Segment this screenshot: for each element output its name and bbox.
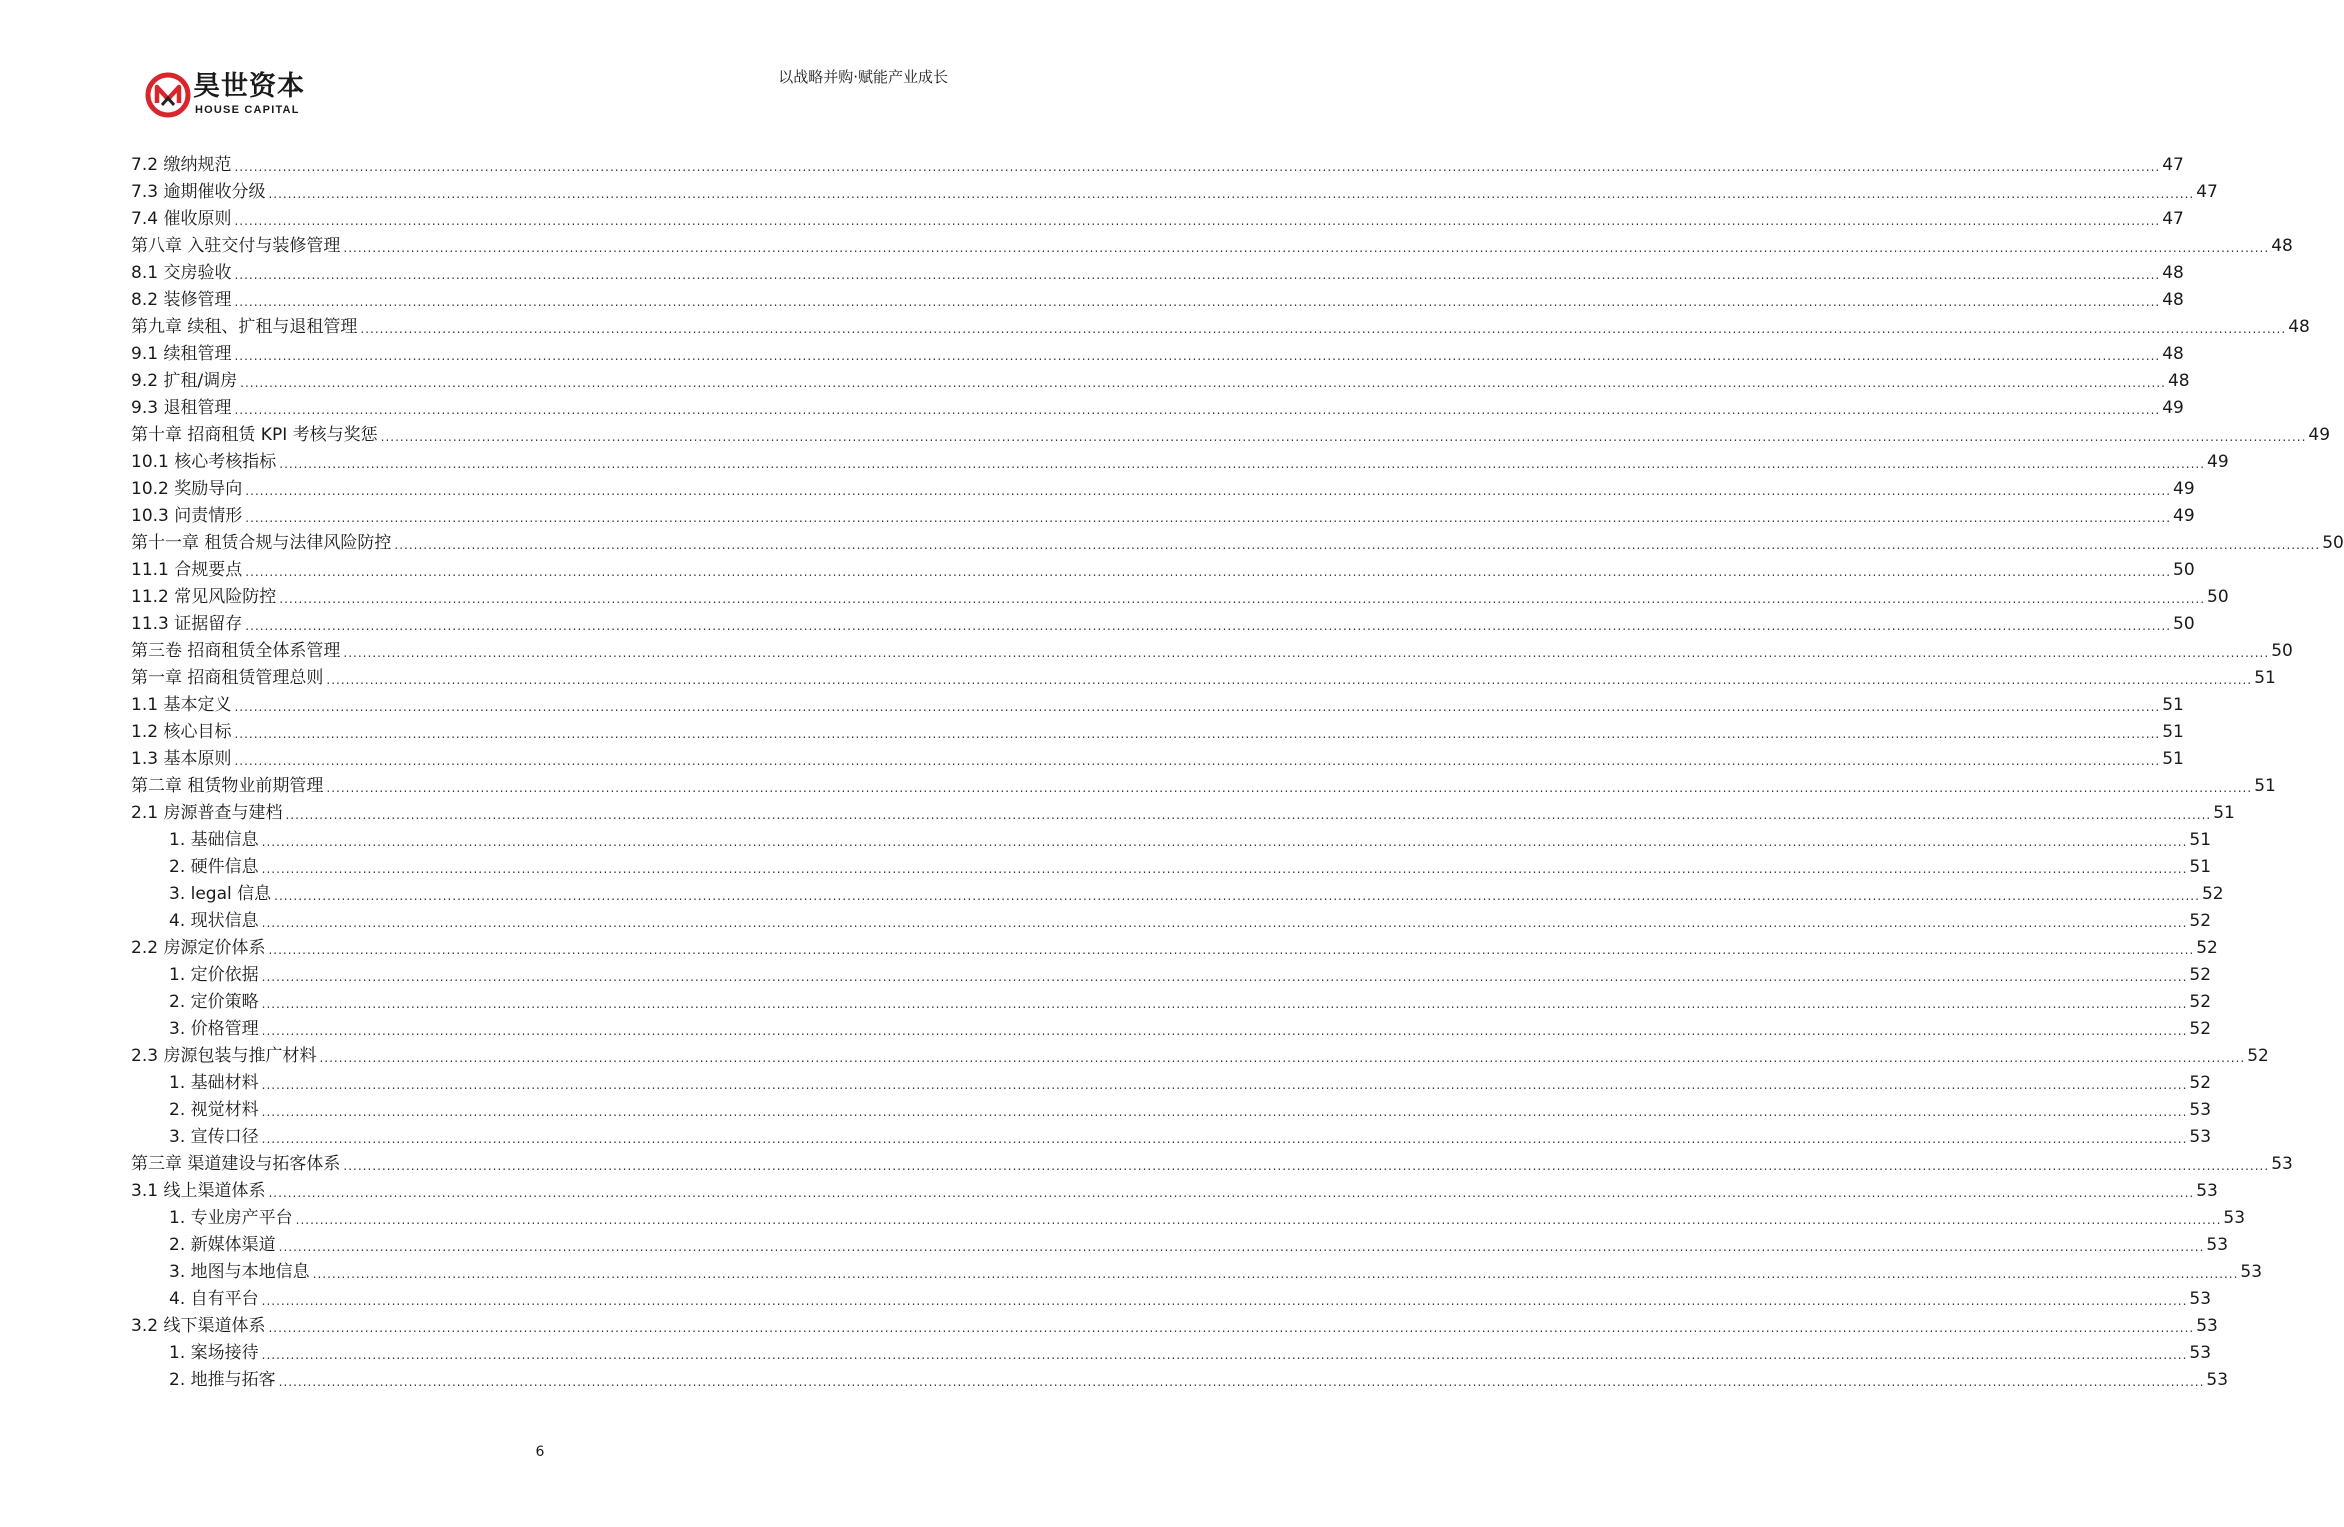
toc-dot-leader: ................................................................................................................................................................................................................................................................................................................................................................................................................ [261,997,2188,1011]
toc-dot-leader: ................................................................................................................................................................................................................................................................................................................................................................................................................ [261,1105,2188,1119]
toc-dot-leader: ................................................................................................................................................................................................................................................................................................................................................................................................................ [261,835,2188,849]
toc-entry-page: 53 [2196,1181,2218,1201]
toc-entry[interactable] [131,149,2184,176]
toc-entry[interactable] [131,689,2184,716]
toc-entry-page: 53 [2206,1235,2229,1255]
toc-entry-page: 50 [2173,614,2195,634]
toc-entry[interactable] [131,1094,2212,1121]
toc-entry-page: 49 [2207,452,2229,472]
toc-entry[interactable] [131,1364,2229,1391]
toc-dot-leader: ................................................................................................................................................................................................................................................................................................................................................................................................................ [380,430,2307,444]
toc-dot-leader: ................................................................................................................................................................................................................................................................................................................................................................................................................ [343,1159,2270,1173]
toc-entry-title: 8.2 装修管理 [131,290,232,310]
toc-entry-page: 51 [2162,695,2184,715]
toc-entry-page: 51 [2189,857,2212,877]
toc-dot-leader: ................................................................................................................................................................................................................................................................................................................................................................................................................ [285,808,2212,822]
toc-dot-leader: ................................................................................................................................................................................................................................................................................................................................................................................................................ [245,484,2172,498]
toc-entry-page: 48 [2167,371,2190,391]
toc-entry-page: 53 [2189,1343,2212,1363]
toc-entry[interactable] [131,797,2235,824]
toc-dot-leader: ................................................................................................................................................................................................................................................................................................................................................................................................................ [245,619,2172,633]
toc-entry[interactable] [131,284,2184,311]
toc-entry-title: 11.3 证据留存 [131,614,243,634]
toc-entry-page: 52 [2247,1046,2269,1066]
toc-entry-title: 2.3 房源包装与推广材料 [131,1046,317,1066]
toc-entry-title: 2.2 房源定价体系 [131,938,266,958]
toc-entry-page: 52 [2189,992,2212,1012]
toc-entry[interactable] [131,446,2229,473]
toc-dot-leader: ................................................................................................................................................................................................................................................................................................................................................................................................................ [343,646,2270,660]
page-number: 6 [535,1444,545,1460]
toc-entry-page: 52 [2189,1073,2212,1093]
toc-entry-title: 1. 基础材料 [169,1073,259,1093]
toc-entry[interactable] [131,257,2184,284]
toc-entry-page: 50 [2173,560,2195,580]
header-slogan: 以战略并购·赋能产业成长 [778,68,948,86]
toc-entry-page: 52 [2189,1019,2212,1039]
toc-entry-page: 52 [2189,965,2212,985]
toc-entry-title: 3.1 线上渠道体系 [131,1181,266,1201]
toc-entry-page: 53 [2189,1289,2212,1309]
toc-dot-leader: ................................................................................................................................................................................................................................................................................................................................................................................................................ [234,349,2161,363]
toc-dot-leader: ................................................................................................................................................................................................................................................................................................................................................................................................................ [234,295,2161,309]
toc-entry[interactable] [131,1040,2269,1067]
toc-entry-page: 48 [2162,290,2184,310]
toc-entry-title: 3. 宣传口径 [169,1127,259,1147]
table-of-contents [131,149,2344,1391]
toc-entry-title: 3. 价格管理 [169,1019,259,1039]
toc-entry-title: 1. 定价依据 [169,965,259,985]
toc-entry-title: 1.2 核心目标 [131,722,232,742]
toc-entry-page: 48 [2162,263,2184,283]
toc-dot-leader: ................................................................................................................................................................................................................................................................................................................................................................................................................ [234,160,2161,174]
toc-dot-leader: ................................................................................................................................................................................................................................................................................................................................................................................................................ [240,376,2166,390]
toc-entry-page: 50 [2207,587,2229,607]
toc-entry[interactable] [131,959,2212,986]
toc-entry-title: 3. 地图与本地信息 [169,1262,310,1282]
toc-entry[interactable] [131,878,2224,905]
toc-entry[interactable] [131,419,2331,446]
company-logo [145,70,320,120]
toc-dot-leader: ................................................................................................................................................................................................................................................................................................................................................................................................................ [326,673,2253,687]
toc-entry-title: 10.2 奖励导向 [131,479,243,499]
toc-entry-title: 2.1 房源普查与建档 [131,803,283,823]
toc-entry[interactable] [131,635,2293,662]
toc-entry-page: 52 [2189,911,2212,931]
toc-dot-leader: ................................................................................................................................................................................................................................................................................................................................................................................................................ [234,214,2161,228]
toc-entry-page: 53 [2240,1262,2263,1282]
toc-entry-title: 8.1 交房验收 [131,263,232,283]
toc-entry[interactable] [131,851,2212,878]
toc-entry-page: 48 [2162,344,2184,364]
toc-dot-leader: ................................................................................................................................................................................................................................................................................................................................................................................................................ [261,862,2188,876]
toc-entry[interactable] [131,1310,2218,1337]
toc-entry-page: 49 [2308,425,2331,445]
toc-entry-title: 3.2 线下渠道体系 [131,1316,266,1336]
toc-entry[interactable] [131,905,2212,932]
toc-entry-title: 第十一章 租赁合规与法律风险防控 [131,533,392,553]
logo-english-name: HOUSE CAPITAL [195,104,300,116]
toc-entry[interactable] [131,986,2212,1013]
toc-entry[interactable] [131,554,2195,581]
toc-entry-page: 50 [2322,533,2344,553]
toc-entry[interactable] [131,500,2195,527]
toc-entry-title: 1. 专业房产平台 [169,1208,293,1228]
toc-dot-leader: ................................................................................................................................................................................................................................................................................................................................................................................................................ [278,1375,2205,1389]
toc-entry-page: 51 [2162,722,2184,742]
toc-entry-page: 51 [2162,749,2184,769]
toc-dot-leader: ................................................................................................................................................................................................................................................................................................................................................................................................................ [261,1078,2188,1092]
toc-dot-leader: ................................................................................................................................................................................................................................................................................................................................................................................................................ [268,943,2195,957]
toc-entry[interactable] [131,392,2184,419]
toc-entry-page: 53 [2189,1100,2212,1120]
toc-dot-leader: ................................................................................................................................................................................................................................................................................................................................................................................................................ [312,1267,2239,1281]
toc-entry-title: 7.4 催收原则 [131,209,232,229]
toc-entry[interactable] [131,1148,2293,1175]
page-header [0,0,1080,130]
toc-entry-page: 47 [2162,155,2184,175]
toc-entry-title: 第八章 入驻交付与装修管理 [131,236,341,256]
toc-dot-leader: ................................................................................................................................................................................................................................................................................................................................................................................................................ [279,457,2206,471]
toc-entry-title: 1. 基础信息 [169,830,259,850]
toc-entry[interactable] [131,1202,2246,1229]
toc-entry[interactable] [131,743,2184,770]
toc-entry-title: 9.1 续租管理 [131,344,232,364]
toc-entry-page: 51 [2189,830,2212,850]
toc-entry[interactable] [131,1229,2229,1256]
toc-entry-page: 53 [2196,1316,2218,1336]
toc-dot-leader: ................................................................................................................................................................................................................................................................................................................................................................................................................ [268,187,2195,201]
toc-entry-title: 3. legal 信息 [169,884,272,904]
toc-dot-leader: ................................................................................................................................................................................................................................................................................................................................................................................................................ [234,700,2161,714]
toc-entry[interactable] [131,1067,2212,1094]
toc-entry-title: 第一章 招商租赁管理总则 [131,668,324,688]
toc-entry[interactable] [131,203,2184,230]
toc-entry-page: 53 [2206,1370,2229,1390]
toc-entry[interactable] [131,1013,2212,1040]
toc-entry-page: 53 [2271,1154,2293,1174]
toc-dot-leader: ................................................................................................................................................................................................................................................................................................................................................................................................................ [394,538,2321,552]
toc-entry-page: 52 [2196,938,2218,958]
toc-entry-page: 53 [2223,1208,2246,1228]
toc-dot-leader: ................................................................................................................................................................................................................................................................................................................................................................................................................ [234,403,2161,417]
toc-entry-page: 51 [2254,776,2276,796]
toc-entry-page: 50 [2271,641,2293,661]
toc-entry-title: 10.3 问责情形 [131,506,243,526]
toc-entry[interactable] [131,365,2190,392]
logo-chinese-name: 昊世资本 [193,71,305,102]
toc-entry[interactable] [131,1175,2218,1202]
toc-entry[interactable] [131,608,2195,635]
toc-entry-page: 51 [2254,668,2276,688]
toc-entry[interactable] [131,1256,2263,1283]
toc-entry-page: 53 [2189,1127,2212,1147]
toc-dot-leader: ................................................................................................................................................................................................................................................................................................................................................................................................................ [261,1132,2188,1146]
toc-entry-page: 47 [2196,182,2218,202]
toc-dot-leader: ................................................................................................................................................................................................................................................................................................................................................................................................................ [261,1294,2188,1308]
toc-entry-title: 10.1 核心考核指标 [131,452,277,472]
toc-dot-leader: ................................................................................................................................................................................................................................................................................................................................................................................................................ [261,916,2188,930]
toc-dot-leader: ................................................................................................................................................................................................................................................................................................................................................................................................................ [261,1348,2188,1362]
toc-entry[interactable] [131,1283,2212,1310]
toc-entry-page: 48 [2288,317,2310,337]
toc-entry-page: 52 [2201,884,2224,904]
toc-entry[interactable] [131,311,2310,338]
toc-entry[interactable] [131,1121,2212,1148]
toc-entry-title: 7.2 缴纳规范 [131,155,232,175]
toc-entry-title: 第九章 续租、扩租与退租管理 [131,317,358,337]
toc-entry[interactable] [131,824,2212,851]
toc-entry-page: 49 [2173,506,2195,526]
toc-entry-title: 1. 案场接待 [169,1343,259,1363]
toc-entry-title: 4. 自有平台 [169,1289,259,1309]
toc-entry[interactable] [131,176,2218,203]
toc-dot-leader: ................................................................................................................................................................................................................................................................................................................................................................................................................ [234,754,2161,768]
toc-dot-leader: ................................................................................................................................................................................................................................................................................................................................................................................................................ [279,592,2206,606]
toc-entry[interactable] [131,1337,2212,1364]
toc-entry[interactable] [131,662,2276,689]
toc-entry[interactable] [131,338,2184,365]
toc-entry-title: 第二章 租赁物业前期管理 [131,776,324,796]
toc-entry-title: 4. 现状信息 [169,911,259,931]
toc-entry[interactable] [131,230,2293,257]
toc-dot-leader: ................................................................................................................................................................................................................................................................................................................................................................................................................ [245,511,2172,525]
toc-entry-page: 51 [2213,803,2235,823]
toc-dot-leader: ................................................................................................................................................................................................................................................................................................................................................................................................................ [326,781,2253,795]
toc-entry[interactable] [131,770,2276,797]
toc-entry-page: 48 [2271,236,2293,256]
toc-entry[interactable] [131,473,2195,500]
toc-entry-title: 7.3 逾期催收分级 [131,182,266,202]
toc-dot-leader: ................................................................................................................................................................................................................................................................................................................................................................................................................ [261,970,2188,984]
toc-entry-page: 47 [2162,209,2184,229]
toc-dot-leader: ................................................................................................................................................................................................................................................................................................................................................................................................................ [268,1186,2195,1200]
toc-entry-title: 9.3 退租管理 [131,398,232,418]
toc-dot-leader: ................................................................................................................................................................................................................................................................................................................................................................................................................ [234,268,2161,282]
toc-entry[interactable] [131,527,2344,554]
toc-entry[interactable] [131,932,2218,959]
toc-dot-leader: ................................................................................................................................................................................................................................................................................................................................................................................................................ [274,889,2200,903]
toc-dot-leader: ................................................................................................................................................................................................................................................................................................................................................................................................................ [295,1213,2222,1227]
toc-entry-page: 49 [2162,398,2184,418]
toc-entry-title: 1.1 基本定义 [131,695,232,715]
toc-dot-leader: ................................................................................................................................................................................................................................................................................................................................................................................................................ [278,1240,2205,1254]
toc-entry[interactable] [131,716,2184,743]
toc-dot-leader: ................................................................................................................................................................................................................................................................................................................................................................................................................ [343,241,2270,255]
house-capital-logo-icon [145,72,191,118]
toc-dot-leader: ................................................................................................................................................................................................................................................................................................................................................................................................................ [319,1051,2246,1065]
toc-entry-title: 第三章 渠道建设与拓客体系 [131,1154,341,1174]
toc-entry-title: 1.3 基本原则 [131,749,232,769]
toc-entry-title: 2. 地推与拓客 [169,1370,276,1390]
toc-entry-title: 第三卷 招商租赁全体系管理 [131,641,341,661]
toc-entry-title: 2. 视觉材料 [169,1100,259,1120]
toc-entry[interactable] [131,581,2229,608]
toc-dot-leader: ................................................................................................................................................................................................................................................................................................................................................................................................................ [261,1024,2188,1038]
toc-dot-leader: ................................................................................................................................................................................................................................................................................................................................................................................................................ [360,322,2287,336]
toc-entry-page: 49 [2173,479,2195,499]
toc-dot-leader: ................................................................................................................................................................................................................................................................................................................................................................................................................ [245,565,2172,579]
toc-entry-title: 2. 定价策略 [169,992,259,1012]
toc-entry-title: 第十章 招商租赁 KPI 考核与奖惩 [131,425,378,445]
toc-entry-title: 2. 新媒体渠道 [169,1235,276,1255]
toc-entry-title: 9.2 扩租/调房 [131,371,238,391]
toc-dot-leader: ................................................................................................................................................................................................................................................................................................................................................................................................................ [268,1321,2195,1335]
toc-entry-title: 2. 硬件信息 [169,857,259,877]
toc-dot-leader: ................................................................................................................................................................................................................................................................................................................................................................................................................ [234,727,2161,741]
toc-entry-title: 11.1 合规要点 [131,560,243,580]
toc-entry-title: 11.2 常见风险防控 [131,587,277,607]
